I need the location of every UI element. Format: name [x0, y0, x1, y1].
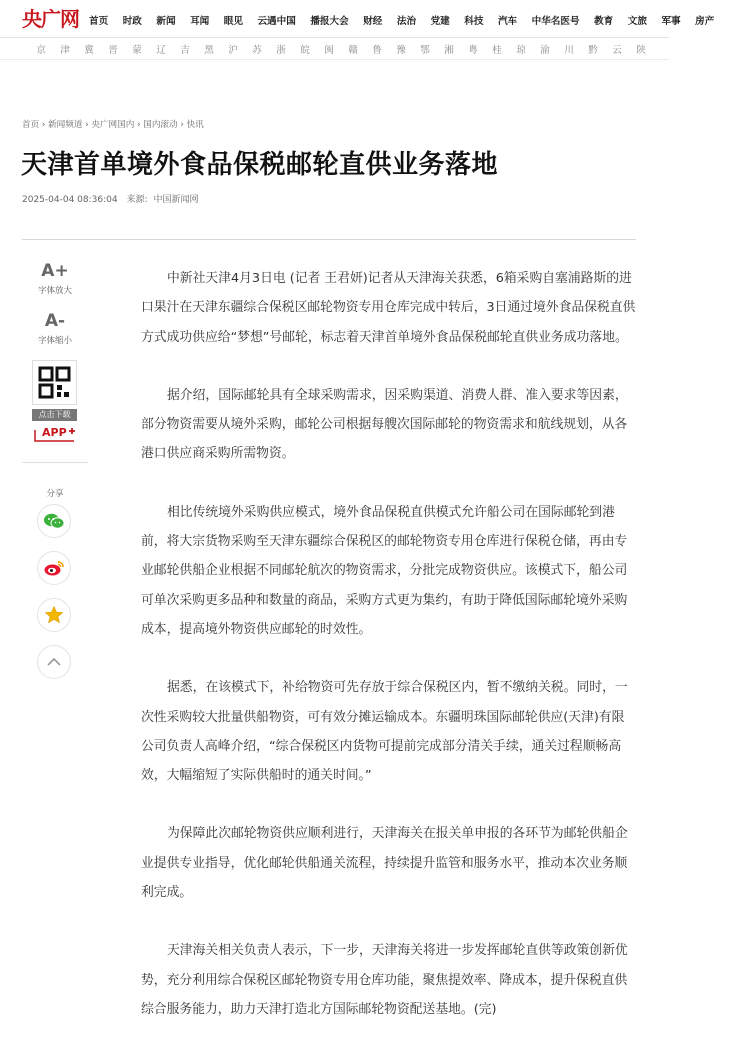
province-nav-item[interactable]: 沪: [228, 45, 238, 56]
top-nav-item[interactable]: 播报大会: [310, 16, 349, 27]
chevron-up-icon: [46, 657, 62, 667]
top-nav-item[interactable]: 教育: [594, 16, 614, 27]
article-paragraph: 天津海关相关负责人表示，下一步，天津海关将进一步发挥邮轮直供等政策创新优势，充分利用综合保税区邮轮物资专用仓库功能，聚焦提效率、降成本，提升保税直供综合服务能力，助力天津打造北方国际邮轮物资配送基地。(完): [141, 943, 628, 1017]
top-nav-item[interactable]: 新闻: [156, 16, 176, 27]
share-label: 分享: [46, 489, 64, 499]
province-nav-item[interactable]: 粤: [468, 45, 478, 56]
province-nav-item[interactable]: 湘: [444, 45, 454, 56]
province-nav-item[interactable]: 闽: [324, 45, 334, 56]
share-divider: [22, 462, 88, 463]
province-nav-item[interactable]: 云: [612, 45, 622, 56]
province-nav-item[interactable]: 渝: [540, 45, 550, 56]
province-nav-item[interactable]: 黑: [204, 45, 214, 56]
article-meta: [22, 192, 205, 205]
article-paragraph: 据悉，在该模式下，补给物资可先存放于综合保税区内，暂不缴纳关税。同时，一次性采购较大批量供船物资，可有效分摊运输成本。东疆明珠国际邮轮供应(天津)有限公司负责人高峰介绍，“综合保税区内货物可提前完成部分清关手续，通关过程顺畅高效，大幅缩短了实际供船时的通关时间。”: [141, 680, 628, 784]
favorite-share-button[interactable]: [37, 598, 71, 632]
top-nav-item[interactable]: 云遇中国: [257, 16, 296, 27]
site-logo[interactable]: 央广网: [22, 7, 79, 31]
top-nav-item[interactable]: 财经: [363, 16, 383, 27]
top-nav-item[interactable]: 党建: [430, 16, 450, 27]
back-to-top-button[interactable]: [37, 645, 71, 679]
article-paragraph: 为保障此次邮轮物资供应顺利进行，天津海关在报关单申报的各环节为邮轮供船企业提供专业指导，优化邮轮供船通关流程，持续提升监管和服务水平，推动本次业务顺利完成。: [141, 826, 628, 901]
province-nav-item[interactable]: 皖: [300, 45, 310, 56]
app-label: APP: [42, 426, 67, 439]
font-up-icon: A+: [41, 261, 69, 281]
province-nav-item[interactable]: 辽: [156, 45, 166, 56]
province-nav-item[interactable]: 赣: [348, 45, 358, 56]
qr-code-icon[interactable]: [32, 360, 77, 405]
top-nav-item[interactable]: 法治: [396, 16, 417, 27]
wechat-share-button[interactable]: [37, 504, 71, 538]
province-nav-item[interactable]: 冀: [84, 45, 94, 56]
publish-date: 2025-04-04 08:36:04: [22, 195, 118, 205]
download-label[interactable]: 点击下载: [32, 409, 77, 421]
article-paragraph: 据介绍，国际邮轮具有全球采购需求，因采购渠道、消费人群、准入要求等因素，部分物资需要从境外采购，邮轮公司根据每艘次国际邮轮的物资需求和航线规划，从各港口供应商采购所需物资。: [141, 387, 628, 462]
top-nav-items: [89, 13, 729, 27]
top-nav-item[interactable]: 耳闻: [190, 16, 210, 27]
title-divider: [22, 239, 636, 240]
top-nav-item[interactable]: 汽车: [497, 16, 518, 27]
font-down-label: 字体缩小: [37, 336, 72, 346]
top-nav-item[interactable]: 中华名医号: [531, 16, 580, 27]
weibo-icon: [43, 559, 65, 577]
page-title: 天津首单境外食品保税邮轮直供业务落地: [21, 150, 499, 180]
weibo-share-button[interactable]: [37, 551, 71, 585]
top-nav-item[interactable]: 科技: [464, 16, 484, 27]
article-paragraph: 中新社天津4月3日电 (记者 王君妍)记者从天津海关获悉，6箱采购自塞浦路斯的进口果汁在天津东疆综合保税区邮轮物资专用仓库完成中转后，3日通过境外食品保税直供方式成功供应给“梦想”号邮轮，标志着天津首单境外食品保税邮轮直供业务成功落地。: [141, 271, 636, 345]
article-body: [141, 264, 636, 1053]
top-nav-item[interactable]: 首页: [89, 16, 109, 27]
province-nav-item[interactable]: 津: [60, 45, 70, 56]
province-nav: [0, 38, 669, 60]
top-nav: [0, 0, 715, 38]
article-paragraph: 相比传统境外采购供应模式，境外食品保税直供模式允许船公司在国际邮轮到港前，将大宗货物采购至天津东疆综合保税区的邮轮物资专用仓库进行保税仓储，再由专业邮轮供船企业根据不同邮轮航次的物资需求，分批完成物资供应。该模式下，船公司可单次采购更多品种和数量的商品，采购方式更为集约，有助于降低国际邮轮境外采购成本，提高境外物资供应邮轮的时效性。: [141, 504, 628, 637]
font-down-icon: A-: [44, 311, 66, 331]
app-download-link[interactable]: [34, 426, 78, 445]
province-nav-item[interactable]: 豫: [396, 45, 406, 56]
province-nav-items: [29, 42, 653, 56]
province-nav-item[interactable]: 川: [564, 45, 574, 56]
province-nav-item[interactable]: 琼: [516, 45, 526, 56]
star-icon: [44, 605, 64, 625]
font-up-label: 字体放大: [37, 286, 72, 296]
province-nav-item[interactable]: 蒙: [132, 45, 142, 56]
province-nav-item[interactable]: 晋: [108, 45, 118, 56]
breadcrumb[interactable]: 首页 › 新闻频道 › 央广网国内 › 国内滚动 › 快讯: [22, 120, 204, 130]
source-label: 来源:: [126, 195, 148, 205]
top-nav-item[interactable]: 眼见: [223, 16, 243, 27]
top-nav-item[interactable]: 房产: [695, 16, 715, 27]
province-nav-item[interactable]: 苏: [252, 45, 262, 56]
province-nav-item[interactable]: 鲁: [372, 45, 382, 56]
top-nav-item[interactable]: 军事: [661, 16, 681, 27]
top-nav-item[interactable]: 时政: [122, 16, 142, 27]
font-increase-button[interactable]: [22, 262, 88, 296]
province-nav-item[interactable]: 吉: [180, 45, 190, 56]
province-nav-item[interactable]: 鄂: [420, 45, 430, 56]
source-name: 中国新闻网: [153, 195, 199, 205]
province-nav-item[interactable]: 京: [36, 45, 46, 56]
font-decrease-button[interactable]: [22, 312, 88, 346]
province-nav-item[interactable]: 陕: [636, 45, 646, 56]
province-nav-item[interactable]: 浙: [276, 45, 286, 56]
top-nav-item[interactable]: 文旅: [627, 16, 647, 27]
province-nav-item[interactable]: 黔: [588, 45, 598, 56]
province-nav-item[interactable]: 桂: [492, 45, 502, 56]
wechat-icon: [43, 512, 65, 530]
